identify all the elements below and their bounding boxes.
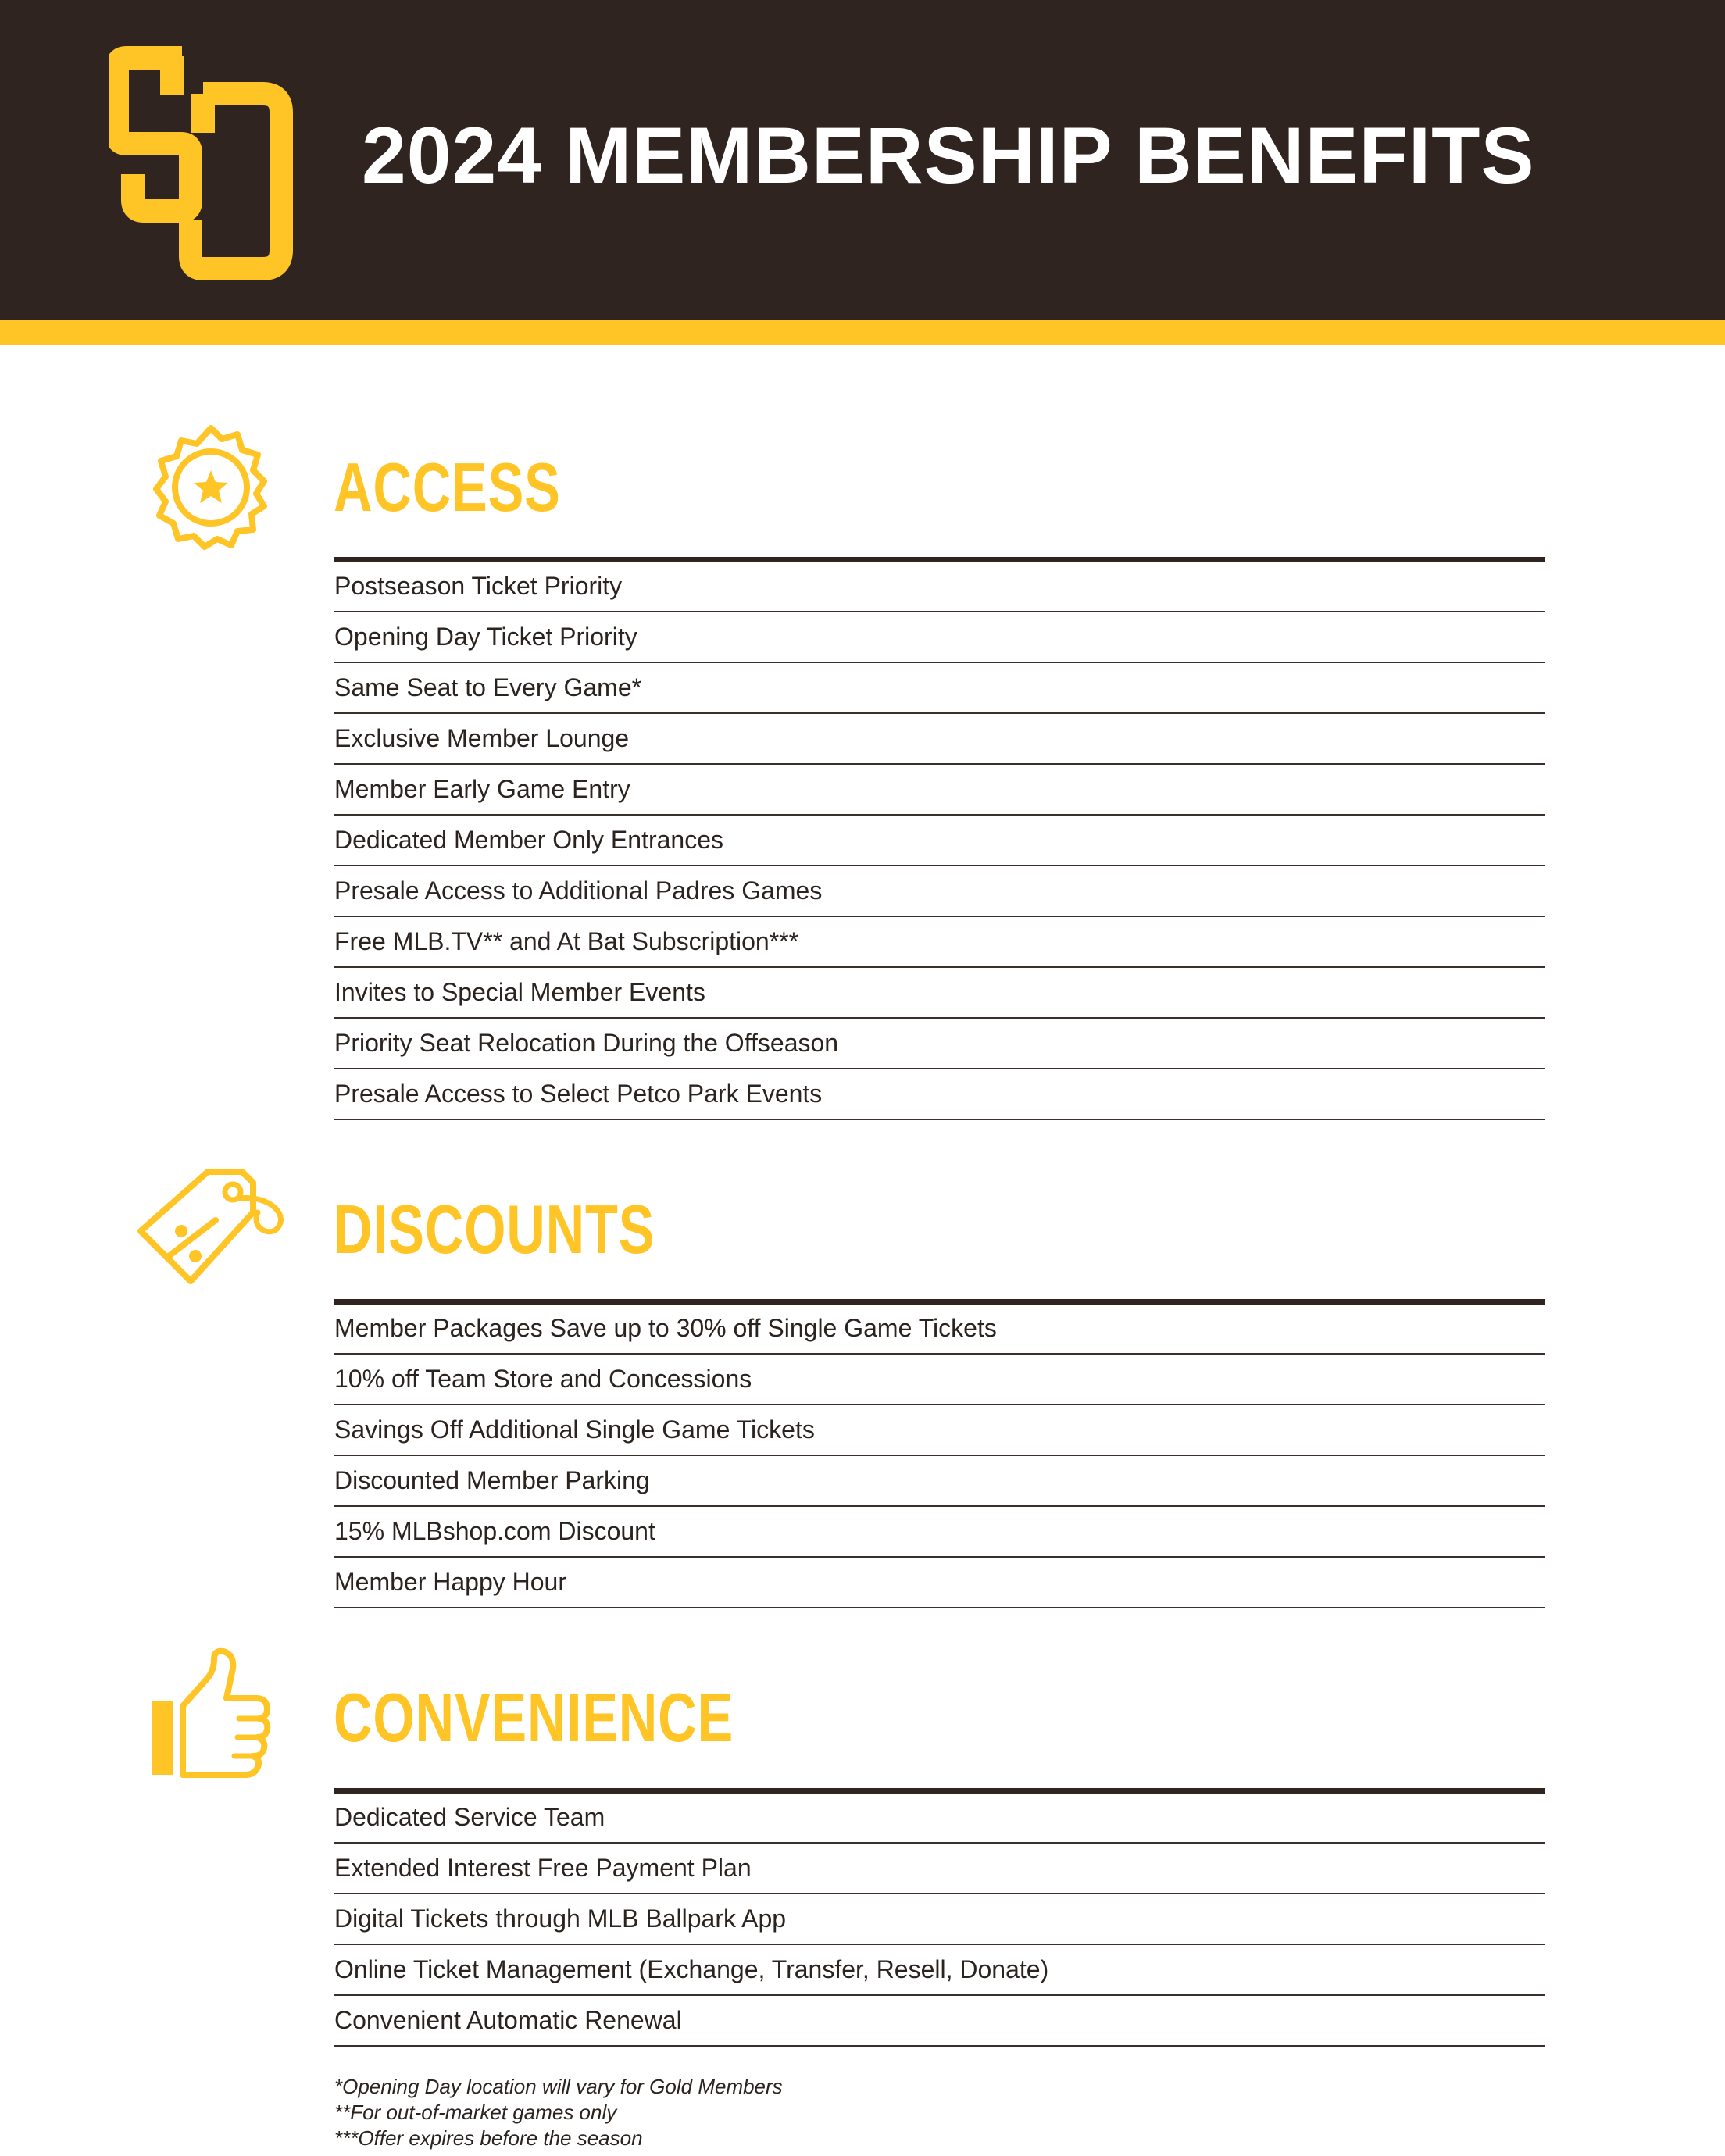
page-title: 2024 MEMBERSHIP BENEFITS bbox=[362, 111, 1535, 200]
thumbs-up-icon bbox=[148, 1647, 273, 1779]
footnote: *Opening Day location will vary for Gold Members bbox=[334, 2075, 783, 2098]
sd-monogram-logo bbox=[109, 41, 297, 287]
list-item: Dedicated Member Only Entrances bbox=[334, 816, 1545, 866]
list-item: Same Seat to Every Game* bbox=[334, 663, 1545, 714]
list-item: Convenient Automatic Renewal bbox=[334, 1996, 1545, 2047]
list-item: Member Early Game Entry bbox=[334, 765, 1545, 816]
list-item: Invites to Special Member Events bbox=[334, 968, 1545, 1019]
list-item: Savings Off Additional Single Game Tickets bbox=[334, 1405, 1545, 1456]
benefit-list-discounts bbox=[334, 1304, 1545, 1608]
footnote: ***Offer expires before the season bbox=[334, 2126, 643, 2150]
list-item: Exclusive Member Lounge bbox=[334, 714, 1545, 765]
header-gold-stripe bbox=[0, 320, 1725, 345]
list-item: Extended Interest Free Payment Plan bbox=[334, 1844, 1545, 1894]
list-item: Presale Access to Additional Padres Games bbox=[334, 866, 1545, 917]
section-title-convenience: CONVENIENCE bbox=[334, 1679, 734, 1756]
list-item: Presale Access to Select Petco Park Events bbox=[334, 1069, 1545, 1120]
list-item: Discounted Member Parking bbox=[334, 1456, 1545, 1507]
section-title-discounts: DISCOUNTS bbox=[334, 1190, 655, 1268]
footnotes bbox=[334, 2074, 783, 2151]
list-item: Opening Day Ticket Priority bbox=[334, 612, 1545, 663]
badge-star-icon bbox=[147, 422, 275, 550]
list-item: Member Happy Hour bbox=[334, 1558, 1545, 1608]
benefit-list-convenience bbox=[334, 1793, 1545, 2047]
list-item: 15% MLBshop.com Discount bbox=[334, 1507, 1545, 1558]
list-item: Online Ticket Management (Exchange, Transfer, Resell, Donate) bbox=[334, 1945, 1545, 1996]
price-tag-percent-icon bbox=[133, 1164, 289, 1298]
benefit-list-access bbox=[334, 562, 1545, 1120]
list-item: Postseason Ticket Priority bbox=[334, 562, 1545, 612]
list-item: Free MLB.TV** and At Bat Subscription*** bbox=[334, 917, 1545, 968]
list-item: Digital Tickets through MLB Ballpark App bbox=[334, 1894, 1545, 1945]
section-title-access: ACCESS bbox=[334, 448, 561, 526]
list-item: Member Packages Save up to 30% off Single Game Tickets bbox=[334, 1304, 1545, 1355]
footnote: **For out-of-market games only bbox=[334, 2101, 617, 2124]
list-item: 10% off Team Store and Concessions bbox=[334, 1355, 1545, 1405]
list-item: Priority Seat Relocation During the Offseason bbox=[334, 1019, 1545, 1069]
list-item: Dedicated Service Team bbox=[334, 1793, 1545, 1844]
